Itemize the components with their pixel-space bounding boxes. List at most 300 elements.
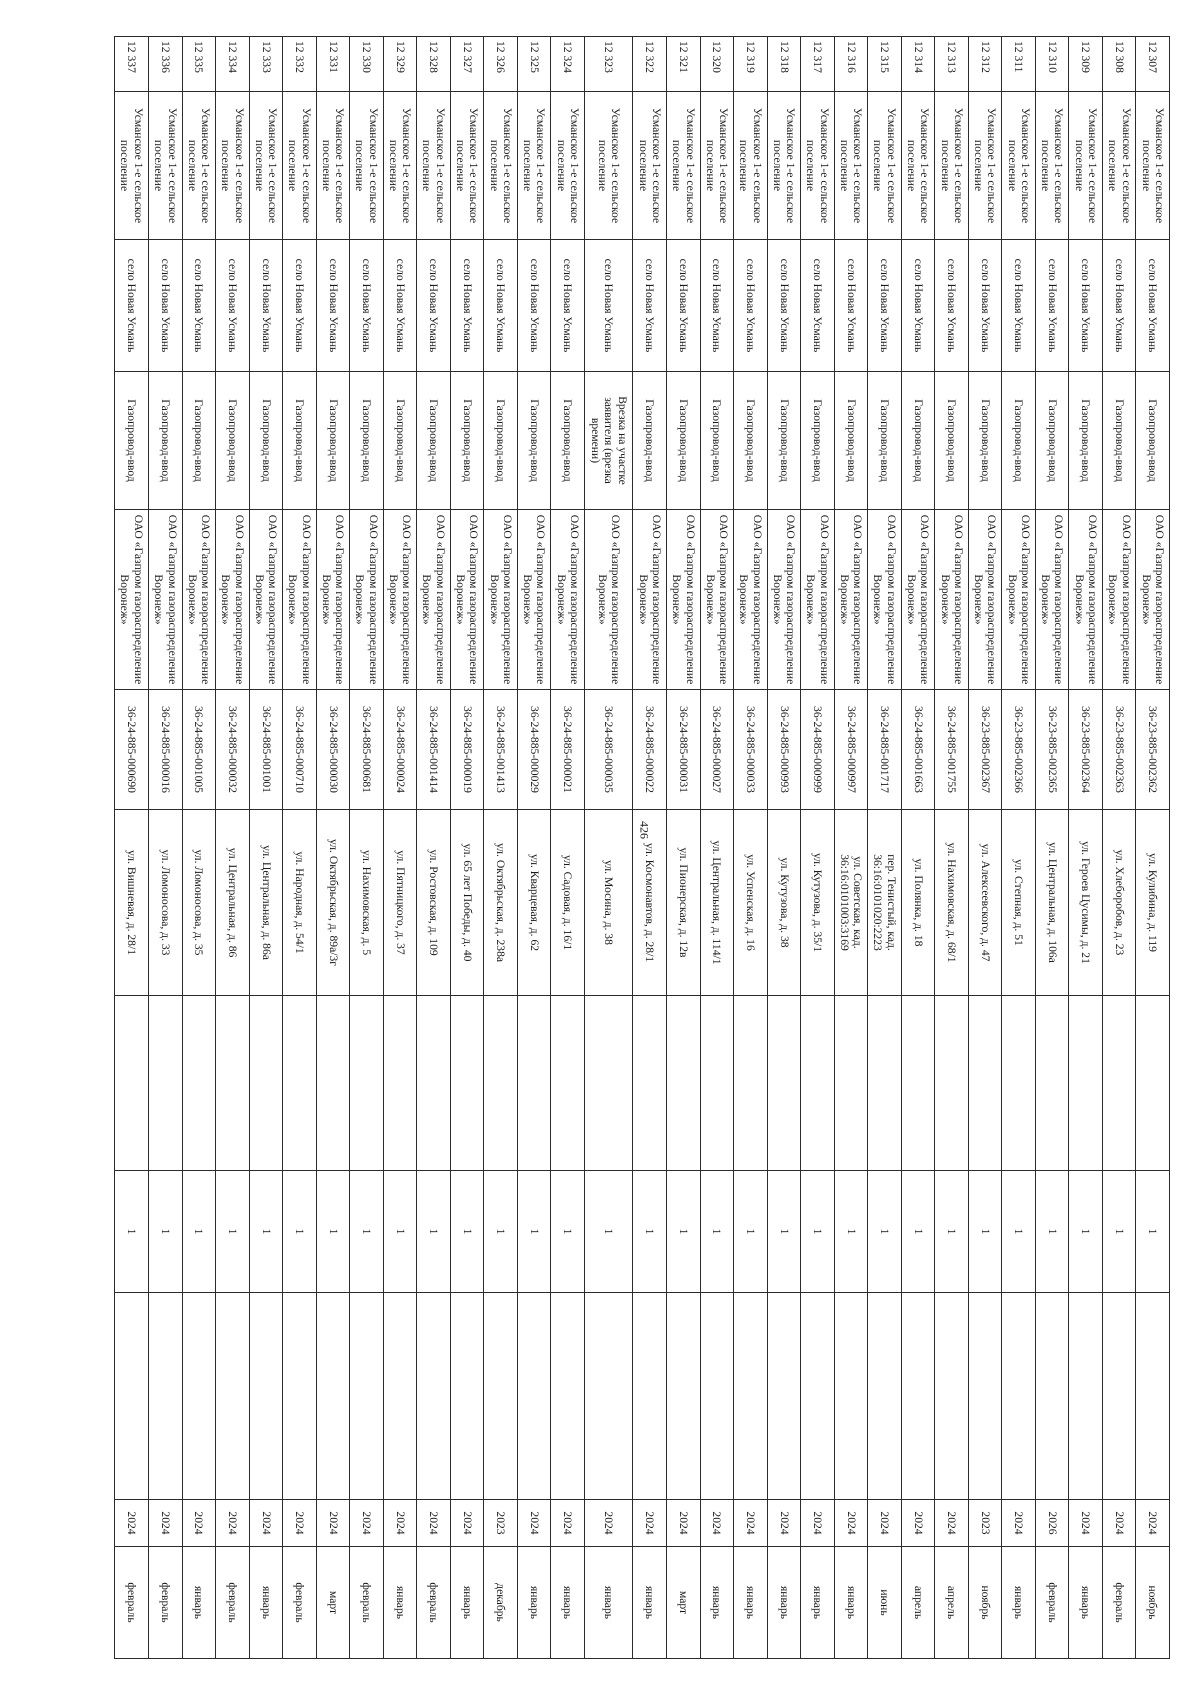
month-cell: январь	[734, 1547, 768, 1659]
row-number: 12 323	[584, 37, 633, 92]
month-cell: февраль	[1035, 1547, 1069, 1659]
month-cell: февраль	[283, 1547, 317, 1659]
organization-cell: ОАО «Газпром газораспределение Воронеж»	[1102, 510, 1136, 690]
empty-cell	[216, 1293, 250, 1500]
table-row	[968, 37, 1002, 1659]
year-cell: 2024	[633, 1500, 667, 1547]
locality-cell: село Новая Усмань	[801, 240, 835, 372]
quantity-cell: 1	[868, 1171, 902, 1293]
address-cell: ул. Успенская, д. 16	[734, 810, 768, 996]
empty-cell	[584, 996, 633, 1171]
empty-cell	[968, 996, 1002, 1171]
empty-cell	[1102, 1293, 1136, 1500]
organization-cell: ОАО «Газпром газораспределение Воронеж»	[801, 510, 835, 690]
row-number: 12 335	[182, 37, 216, 92]
empty-cell	[182, 996, 216, 1171]
empty-cell	[633, 1293, 667, 1500]
row-number: 12 314	[901, 37, 935, 92]
year-cell: 2023	[968, 1500, 1002, 1547]
locality-cell: село Новая Усмань	[767, 240, 801, 372]
object-type-cell: Газопровод-ввод	[834, 372, 868, 510]
address-cell: ул. Нахимовская, д. 5	[350, 810, 384, 996]
empty-cell	[935, 996, 969, 1171]
quantity-cell: 1	[350, 1171, 384, 1293]
organization-cell: ОАО «Газпром газораспределение Воронеж»	[249, 510, 283, 690]
locality-cell: село Новая Усмань	[1102, 240, 1136, 372]
quantity-cell: 1	[801, 1171, 835, 1293]
quantity-cell: 1	[316, 1171, 350, 1293]
table-row	[1035, 37, 1069, 1659]
object-type-cell: Газопровод-ввод	[1069, 372, 1103, 510]
address-cell: ул. Космонавтов, д. 28/1	[633, 810, 667, 996]
quantity-cell: 1	[1002, 1171, 1036, 1293]
empty-cell	[734, 1293, 768, 1500]
object-type-cell: Газопровод-ввод	[249, 372, 283, 510]
address-cell: ул. Вишневая, д. 28/1	[115, 810, 149, 996]
month-cell: апрель	[901, 1547, 935, 1659]
row-number: 12 315	[868, 37, 902, 92]
table-row	[216, 37, 250, 1659]
month-cell: февраль	[148, 1547, 182, 1659]
code-cell: 36-24-885-001663	[901, 690, 935, 810]
code-cell: 36-24-885-000021	[551, 690, 585, 810]
quantity-cell: 1	[901, 1171, 935, 1293]
locality-cell: село Новая Усмань	[584, 240, 633, 372]
object-type-cell: Газопровод-ввод	[868, 372, 902, 510]
year-cell: 2024	[450, 1500, 484, 1547]
row-number: 12 324	[551, 37, 585, 92]
code-cell: 36-24-885-000019	[450, 690, 484, 810]
quantity-cell: 1	[551, 1171, 585, 1293]
address-cell: ул. Ломоносова, д. 35	[182, 810, 216, 996]
table-row	[283, 37, 317, 1659]
address-cell: ул. Кулибина, д. 119	[1136, 810, 1170, 996]
empty-cell	[517, 996, 551, 1171]
row-number: 12 307	[1136, 37, 1170, 92]
code-cell: 36-23-885-002363	[1102, 690, 1136, 810]
row-number: 12 327	[450, 37, 484, 92]
settlement-cell: Усманское 1-е сельское поселение	[834, 92, 868, 240]
year-cell: 2024	[935, 1500, 969, 1547]
empty-cell	[1102, 996, 1136, 1171]
code-cell: 36-24-885-001414	[417, 690, 451, 810]
table-row	[383, 37, 417, 1659]
quantity-cell: 1	[148, 1171, 182, 1293]
page-number: 426	[637, 821, 652, 839]
month-cell: февраль	[417, 1547, 451, 1659]
month-cell: январь	[767, 1547, 801, 1659]
address-cell: ул. Полянка, д. 18	[901, 810, 935, 996]
settlement-cell: Усманское 1-е сельское поселение	[767, 92, 801, 240]
empty-cell	[383, 996, 417, 1171]
quantity-cell: 1	[667, 1171, 701, 1293]
empty-cell	[734, 996, 768, 1171]
empty-cell	[633, 996, 667, 1171]
row-number: 12 316	[834, 37, 868, 92]
empty-cell	[182, 1293, 216, 1500]
locality-cell: село Новая Усмань	[517, 240, 551, 372]
month-cell: март	[667, 1547, 701, 1659]
locality-cell: село Новая Усмань	[249, 240, 283, 372]
quantity-cell: 1	[968, 1171, 1002, 1293]
row-number: 12 317	[801, 37, 835, 92]
organization-cell: ОАО «Газпром газораспределение Воронеж»	[633, 510, 667, 690]
address-cell: ул. Пионерская, д. 12в	[667, 810, 701, 996]
code-cell: 36-24-885-000997	[834, 690, 868, 810]
organization-cell: ОАО «Газпром газораспределение Воронеж»	[968, 510, 1002, 690]
table-row	[1069, 37, 1103, 1659]
code-cell: 36-24-885-000993	[767, 690, 801, 810]
object-type-cell: Газопровод-ввод	[517, 372, 551, 510]
empty-cell	[935, 1293, 969, 1500]
organization-cell: ОАО «Газпром газораспределение Воронеж»	[216, 510, 250, 690]
empty-cell	[148, 1293, 182, 1500]
row-number: 12 332	[283, 37, 317, 92]
organization-cell: ОАО «Газпром газораспределение Воронеж»	[901, 510, 935, 690]
object-type-cell: Газопровод-ввод	[1035, 372, 1069, 510]
object-type-cell: Газопровод-ввод	[667, 372, 701, 510]
settlement-cell: Усманское 1-е сельское поселение	[868, 92, 902, 240]
month-cell: июнь	[868, 1547, 902, 1659]
year-cell: 2024	[216, 1500, 250, 1547]
month-cell: январь	[834, 1547, 868, 1659]
settlement-cell: Усманское 1-е сельское поселение	[1102, 92, 1136, 240]
organization-cell: ОАО «Газпром газораспределение Воронеж»	[450, 510, 484, 690]
settlement-cell: Усманское 1-е сельское поселение	[450, 92, 484, 240]
address-cell: ул. Героев Цусимы, д. 21	[1069, 810, 1103, 996]
year-cell: 2024	[316, 1500, 350, 1547]
quantity-cell: 1	[1035, 1171, 1069, 1293]
object-type-cell: Газопровод-ввод	[350, 372, 384, 510]
quantity-cell: 1	[1069, 1171, 1103, 1293]
code-cell: 36-24-885-000027	[700, 690, 734, 810]
settlement-cell: Усманское 1-е сельское поселение	[1069, 92, 1103, 240]
year-cell: 2024	[182, 1500, 216, 1547]
address-cell: пер. Тенистый, кад. 36:16:0101020:2223	[868, 810, 902, 996]
object-type-cell: Газопровод-ввод	[901, 372, 935, 510]
locality-cell: село Новая Усмань	[734, 240, 768, 372]
organization-cell: ОАО «Газпром газораспределение Воронеж»	[517, 510, 551, 690]
object-type-cell: Газопровод-ввод	[484, 372, 518, 510]
quantity-cell: 1	[1102, 1171, 1136, 1293]
table-row	[551, 37, 585, 1659]
code-cell: 36-24-885-000032	[216, 690, 250, 810]
quantity-cell: 1	[216, 1171, 250, 1293]
object-type-cell: Газопровод-ввод	[417, 372, 451, 510]
table-row	[801, 37, 835, 1659]
quantity-cell: 1	[283, 1171, 317, 1293]
locality-cell: село Новая Усмань	[316, 240, 350, 372]
object-type-cell: Газопровод-ввод	[801, 372, 835, 510]
locality-cell: село Новая Усмань	[700, 240, 734, 372]
year-cell: 2024	[551, 1500, 585, 1547]
row-number: 12 309	[1069, 37, 1103, 92]
month-cell: ноябрь	[1136, 1547, 1170, 1659]
organization-cell: ОАО «Газпром газораспределение Воронеж»	[484, 510, 518, 690]
empty-cell	[700, 996, 734, 1171]
year-cell: 2024	[283, 1500, 317, 1547]
organization-cell: ОАО «Газпром газораспределение Воронеж»	[1002, 510, 1036, 690]
locality-cell: село Новая Усмань	[834, 240, 868, 372]
month-cell: январь	[182, 1547, 216, 1659]
table-row	[901, 37, 935, 1659]
month-cell: январь	[700, 1547, 734, 1659]
empty-cell	[667, 1293, 701, 1500]
settlement-cell: Усманское 1-е сельское поселение	[484, 92, 518, 240]
year-cell: 2024	[801, 1500, 835, 1547]
empty-cell	[801, 996, 835, 1171]
empty-cell	[834, 996, 868, 1171]
object-type-cell: Газопровод-ввод	[633, 372, 667, 510]
object-type-cell: Врезка на участке заявителя (врезка времени)	[584, 372, 633, 510]
empty-cell	[1002, 1293, 1036, 1500]
organization-cell: ОАО «Газпром газораспределение Воронеж»	[316, 510, 350, 690]
quantity-cell: 1	[417, 1171, 451, 1293]
organization-cell: ОАО «Газпром газораспределение Воронеж»	[767, 510, 801, 690]
empty-cell	[1035, 996, 1069, 1171]
year-cell: 2024	[901, 1500, 935, 1547]
empty-cell	[517, 1293, 551, 1500]
empty-cell	[417, 996, 451, 1171]
year-cell: 2024	[1136, 1500, 1170, 1547]
row-number: 12 322	[633, 37, 667, 92]
empty-cell	[148, 996, 182, 1171]
month-cell: март	[316, 1547, 350, 1659]
quantity-cell: 1	[767, 1171, 801, 1293]
table-row	[316, 37, 350, 1659]
row-number: 12 326	[484, 37, 518, 92]
row-number: 12 331	[316, 37, 350, 92]
organization-cell: ОАО «Газпром газораспределение Воронеж»	[734, 510, 768, 690]
code-cell: 36-23-885-002362	[1136, 690, 1170, 810]
settlement-cell: Усманское 1-е сельское поселение	[551, 92, 585, 240]
code-cell: 36-24-885-000035	[584, 690, 633, 810]
row-number: 12 308	[1102, 37, 1136, 92]
locality-cell: село Новая Усмань	[901, 240, 935, 372]
quantity-cell: 1	[249, 1171, 283, 1293]
locality-cell: село Новая Усмань	[1002, 240, 1036, 372]
settlement-cell: Усманское 1-е сельское поселение	[901, 92, 935, 240]
address-cell: ул. 65 лет Победы, д. 40	[450, 810, 484, 996]
row-number: 12 333	[249, 37, 283, 92]
empty-cell	[667, 996, 701, 1171]
empty-cell	[551, 996, 585, 1171]
empty-cell	[249, 1293, 283, 1500]
month-cell: январь	[1069, 1547, 1103, 1659]
locality-cell: село Новая Усмань	[115, 240, 149, 372]
address-cell: ул. Нахимовская, д. 68/1	[935, 810, 969, 996]
empty-cell	[551, 1293, 585, 1500]
month-cell: январь	[633, 1547, 667, 1659]
code-cell: 36-24-885-000022	[633, 690, 667, 810]
month-cell: февраль	[1102, 1547, 1136, 1659]
table-row	[584, 37, 633, 1659]
code-cell: 36-23-885-002366	[1002, 690, 1036, 810]
year-cell: 2024	[517, 1500, 551, 1547]
year-cell: 2024	[700, 1500, 734, 1547]
row-number: 12 330	[350, 37, 384, 92]
month-cell: февраль	[350, 1547, 384, 1659]
empty-cell	[450, 996, 484, 1171]
empty-cell	[417, 1293, 451, 1500]
address-cell: ул. Центральная, д. 106а	[1035, 810, 1069, 996]
row-number: 12 320	[700, 37, 734, 92]
code-cell: 36-24-885-000033	[734, 690, 768, 810]
address-cell: ул. Октябрьская, д. 89а/3г	[316, 810, 350, 996]
settlement-cell: Усманское 1-е сельское поселение	[1136, 92, 1170, 240]
table-row	[1002, 37, 1036, 1659]
organization-cell: ОАО «Газпром газораспределение Воронеж»	[584, 510, 633, 690]
object-type-cell: Газопровод-ввод	[216, 372, 250, 510]
settlement-cell: Усманское 1-е сельское поселение	[249, 92, 283, 240]
address-cell: ул. Степная, д. 51	[1002, 810, 1036, 996]
object-type-cell: Газопровод-ввод	[1136, 372, 1170, 510]
table-row	[148, 37, 182, 1659]
year-cell: 2024	[1002, 1500, 1036, 1547]
organization-cell: ОАО «Газпром газораспределение Воронеж»	[1035, 510, 1069, 690]
table-row	[667, 37, 701, 1659]
address-cell: ул. Мосина, д. 38	[584, 810, 633, 996]
settlement-cell: Усманское 1-е сельское поселение	[417, 92, 451, 240]
address-cell: ул. Кварцевая, д. 62	[517, 810, 551, 996]
quantity-cell: 1	[484, 1171, 518, 1293]
organization-cell: ОАО «Газпром газораспределение Воронеж»	[182, 510, 216, 690]
locality-cell: село Новая Усмань	[935, 240, 969, 372]
object-type-cell: Газопровод-ввод	[1102, 372, 1136, 510]
address-cell: ул. Центральная, д. 114/1	[700, 810, 734, 996]
empty-cell	[1136, 1293, 1170, 1500]
locality-cell: село Новая Усмань	[1035, 240, 1069, 372]
empty-cell	[901, 1293, 935, 1500]
empty-cell	[901, 996, 935, 1171]
address-cell: ул. Советская, кад. 36:16:0101003:3169	[834, 810, 868, 996]
locality-cell: село Новая Усмань	[1136, 240, 1170, 372]
year-cell: 2024	[834, 1500, 868, 1547]
quantity-cell: 1	[834, 1171, 868, 1293]
quantity-cell: 1	[633, 1171, 667, 1293]
organization-cell: ОАО «Газпром газораспределение Воронеж»	[667, 510, 701, 690]
empty-cell	[1002, 996, 1036, 1171]
quantity-cell: 1	[182, 1171, 216, 1293]
organization-cell: ОАО «Газпром газораспределение Воронеж»	[148, 510, 182, 690]
empty-cell	[834, 1293, 868, 1500]
empty-cell	[868, 1293, 902, 1500]
month-cell: ноябрь	[968, 1547, 1002, 1659]
month-cell: январь	[1002, 1547, 1036, 1659]
empty-cell	[968, 1293, 1002, 1500]
row-number: 12 310	[1035, 37, 1069, 92]
row-number: 12 325	[517, 37, 551, 92]
row-number: 12 328	[417, 37, 451, 92]
row-number: 12 312	[968, 37, 1002, 92]
year-cell: 2024	[667, 1500, 701, 1547]
table-row	[633, 37, 667, 1659]
code-cell: 36-23-885-002365	[1035, 690, 1069, 810]
quantity-cell: 1	[935, 1171, 969, 1293]
object-type-cell: Газопровод-ввод	[383, 372, 417, 510]
settlement-cell: Усманское 1-е сельское поселение	[148, 92, 182, 240]
object-type-cell: Газопровод-ввод	[734, 372, 768, 510]
locality-cell: село Новая Усмань	[350, 240, 384, 372]
code-cell: 36-24-885-000016	[148, 690, 182, 810]
row-number: 12 319	[734, 37, 768, 92]
settlement-cell: Усманское 1-е сельское поселение	[633, 92, 667, 240]
settlement-cell: Усманское 1-е сельское поселение	[968, 92, 1002, 240]
empty-cell	[767, 1293, 801, 1500]
empty-cell	[484, 996, 518, 1171]
empty-cell	[316, 1293, 350, 1500]
row-number: 12 337	[115, 37, 149, 92]
table-row	[417, 37, 451, 1659]
locality-cell: село Новая Усмань	[450, 240, 484, 372]
locality-cell: село Новая Усмань	[667, 240, 701, 372]
year-cell: 2023	[484, 1500, 518, 1547]
empty-cell	[1136, 996, 1170, 1171]
settlement-cell: Усманское 1-е сельское поселение	[115, 92, 149, 240]
code-cell: 36-24-885-000031	[667, 690, 701, 810]
object-type-cell: Газопровод-ввод	[551, 372, 585, 510]
object-type-cell: Газопровод-ввод	[935, 372, 969, 510]
settlement-cell: Усманское 1-е сельское поселение	[667, 92, 701, 240]
code-cell: 36-24-885-000690	[115, 690, 149, 810]
code-cell: 36-24-885-000030	[316, 690, 350, 810]
address-cell: ул. Алексеевского, д. 47	[968, 810, 1002, 996]
address-cell: ул. Народная, д. 54/1	[283, 810, 317, 996]
organization-cell: ОАО «Газпром газораспределение Воронеж»	[700, 510, 734, 690]
quantity-cell: 1	[383, 1171, 417, 1293]
data-table	[114, 36, 1170, 1659]
table-row	[767, 37, 801, 1659]
object-type-cell: Газопровод-ввод	[968, 372, 1002, 510]
settlement-cell: Усманское 1-е сельское поселение	[734, 92, 768, 240]
month-cell: февраль	[115, 1547, 149, 1659]
month-cell: январь	[450, 1547, 484, 1659]
row-number: 12 336	[148, 37, 182, 92]
organization-cell: ОАО «Газпром газораспределение Воронеж»	[1069, 510, 1103, 690]
locality-cell: село Новая Усмань	[383, 240, 417, 372]
month-cell: январь	[584, 1547, 633, 1659]
locality-cell: село Новая Усмань	[484, 240, 518, 372]
table-row	[182, 37, 216, 1659]
settlement-cell: Усманское 1-е сельское поселение	[700, 92, 734, 240]
address-cell: ул. Ломоносова, д. 33	[148, 810, 182, 996]
settlement-cell: Усманское 1-е сельское поселение	[1035, 92, 1069, 240]
table-row	[1136, 37, 1170, 1659]
code-cell: 36-23-885-002367	[968, 690, 1002, 810]
table-row	[249, 37, 283, 1659]
year-cell: 2026	[1035, 1500, 1069, 1547]
empty-cell	[216, 996, 250, 1171]
object-type-cell: Газопровод-ввод	[316, 372, 350, 510]
address-cell: ул. Кутузова, д. 35/1	[801, 810, 835, 996]
table-row	[868, 37, 902, 1659]
settlement-cell: Усманское 1-е сельское поселение	[283, 92, 317, 240]
quantity-cell: 1	[450, 1171, 484, 1293]
table-row	[484, 37, 518, 1659]
empty-cell	[584, 1293, 633, 1500]
code-cell: 36-24-885-000999	[801, 690, 835, 810]
locality-cell: село Новая Усмань	[551, 240, 585, 372]
empty-cell	[1035, 1293, 1069, 1500]
empty-cell	[283, 1293, 317, 1500]
empty-cell	[350, 1293, 384, 1500]
year-cell: 2024	[417, 1500, 451, 1547]
settlement-cell: Усманское 1-е сельское поселение	[383, 92, 417, 240]
address-cell: ул. Центральная, д. 86а	[249, 810, 283, 996]
year-cell: 2024	[1102, 1500, 1136, 1547]
settlement-cell: Усманское 1-е сельское поселение	[216, 92, 250, 240]
row-number: 12 334	[216, 37, 250, 92]
